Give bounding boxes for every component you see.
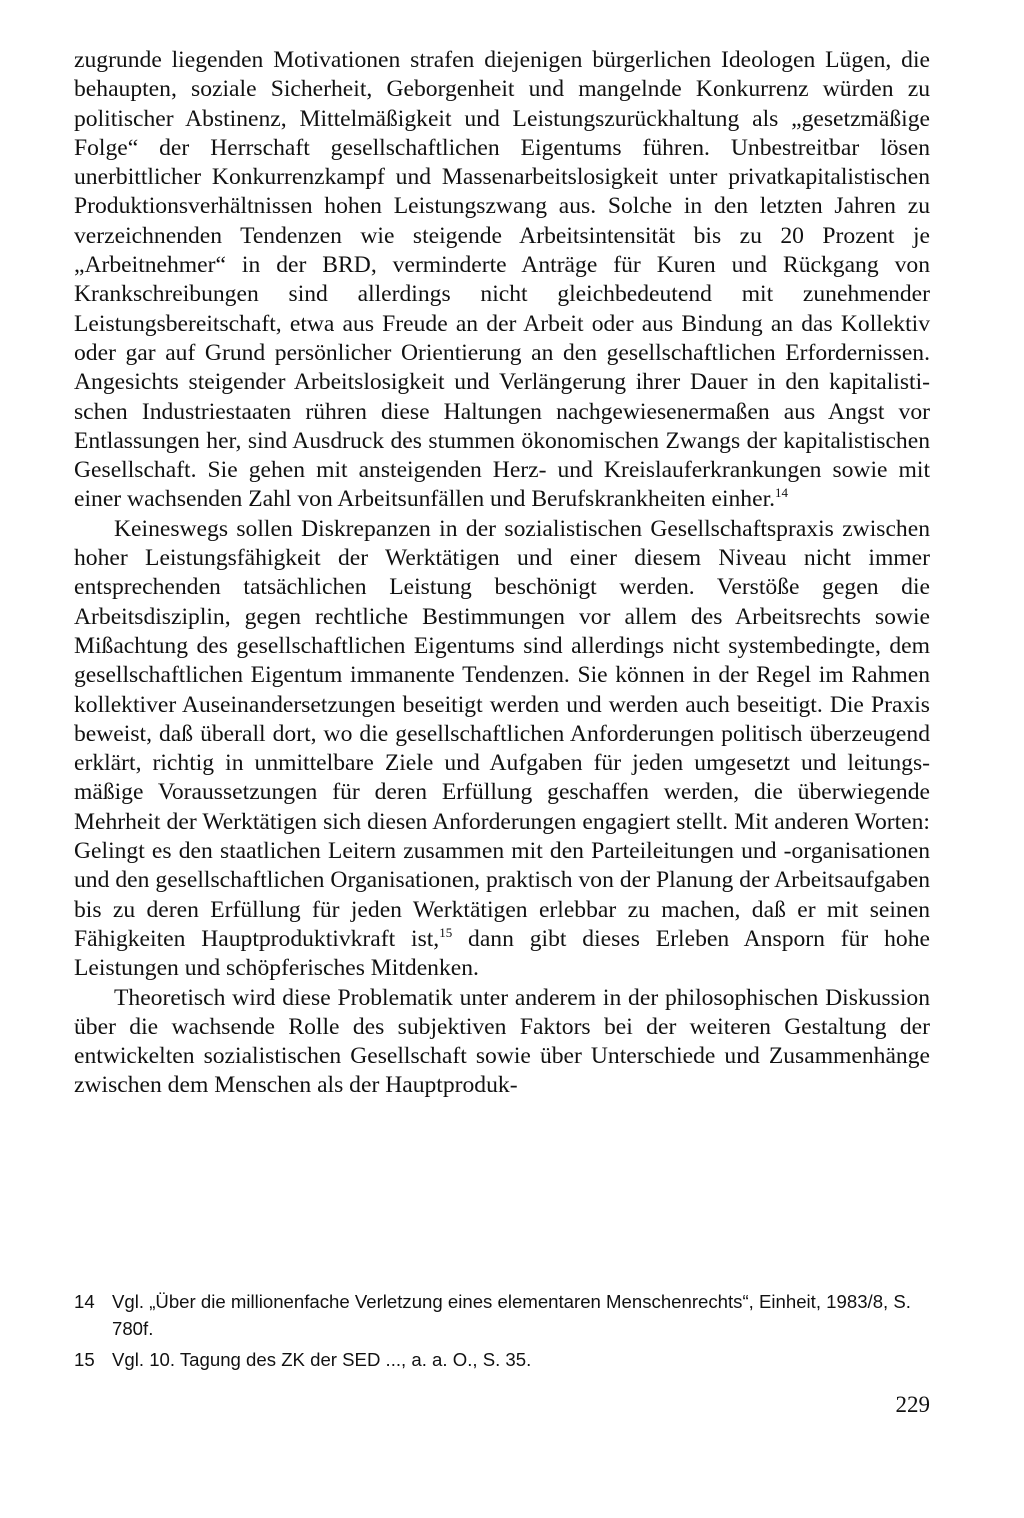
footnote-number: 14 bbox=[74, 1291, 95, 1312]
paragraph-1 bbox=[74, 46, 930, 515]
footnote-text: Vgl. „Über die millionenfache Verletzung eines elementaren Menschenrechts“, Einheit, 1983/8, S. 780f. bbox=[112, 1291, 911, 1339]
footnote-ref-14: 14 bbox=[775, 485, 789, 501]
paragraph-1-text: zugrunde liegenden Motivationen strafen diejenigen bürgerlichen Ideologen Lügen, die behaupten, soziale Sicherheit, Geborgenheit und mangelnde Konkurrenz würden zu politischer Abstinenz, Mittelmäßigkeit und Leistungszurückhaltung als „gesetzmäßige Folge“ der Herrschaft gesellschaftlichen Eigentums führen. Unbestreitbar lösen unerbittlicher Konkurrenzkampf und Massenarbeitslosigkeit unter privatkapitalistischen Produktionsverhältnissen hohen Leistungszwang aus. Solche in den letzten Jahren zu verzeichnenden Tendenzen wie steigende Arbeitsintensität bis zu 20 Prozent je „Arbeitnehmer“ in der BRD, verminderte Anträge für Kuren und Rückgang von Krankschreibungen sind allerdings nicht gleichbedeutend mit zunehmender Leistungsbereitschaft, etwa aus Freude an der Arbeit oder aus Bindung an das Kollektiv oder gar auf Grund persönlicher Orientierung an den gesellschaftlichen Erfordernissen. Angesichts steigender Arbeitslosigkeit und Verlängerung ihrer Dauer in den kapitalistischen Industriestaaten rühren diese Haltungen nachgewiesenermaßen aus Angst vor Entlassungen her, sind Ausdruck des stummen ökonomischen Zwangs der kapitalistischen Gesellschaft. Sie gehen mit ansteigenden Herz- und Kreislauferkrankungen sowie mit einer wachsenden Zahl von Arbeitsunfällen und Berufskrankheiten einher. bbox=[74, 47, 930, 513]
book-page bbox=[74, 0, 930, 1518]
page-number: 229 bbox=[895, 1392, 930, 1417]
footnotes bbox=[74, 1288, 930, 1377]
body-text bbox=[74, 46, 930, 1101]
paragraph-2-continuation: dann gibt dieses Erleben Ansporn für hohe Leistungen und schöpferisches Mitdenken. bbox=[74, 925, 930, 982]
paragraph-2-text: Keineswegs sollen Diskrepanzen in der sozialistischen Gesellschaftspraxis zwischen hoher Leistungsfähigkeit der Werktätigen und einer diesem Niveau nicht immer entsprechenden tatsächlichen Leistung beschönigt werden. Verstöße gegen die Arbeitsdisziplin, gegen rechtliche Bestimmungen vor allem des Arbeitsrechts sowie Mißachtung des gesellschaftlichen Eigentums sind allerdings nicht systembedingte, dem gesellschaftlichen Eigentum immanente Tendenzen. Sie können in der Regel im Rahmen kollektiver Auseinandersetzungen beseitigt werden und werden auch beseitigt. Die Praxis beweist, daß überall dort, wo die gesellschaftlichen Anforderungen politisch überzeugend erklärt, richtig in unmittelbare Ziele und Aufgaben für jeden umgesetzt und leitungsmäßige Voraussetzungen für deren Erfüllung geschaffen werden, die überwiegende Mehrheit der Werktätigen sich diesen Anforderungen engagiert stellt. Mit anderen Worten: Gelingt es den staatlichen Leitern zusammen mit den Parteileitungen und -organisationen und den gesellschaftlichen Organisationen, praktisch von der Planung der Arbeitsaufgaben bis zu deren Erfüllung für jeden Werktätigen erlebbar zu machen, daß er mit seinen Fähigkeiten Hauptproduktivkraft ist, bbox=[74, 515, 930, 952]
paragraph-2 bbox=[74, 515, 930, 984]
footnote-14 bbox=[74, 1288, 930, 1342]
footnote-15 bbox=[74, 1346, 930, 1373]
paragraph-3-text: Theoretisch wird diese Problematik unter anderem in der philosophischen Diskussion über die wachsende Rolle des subjektiven Faktors bei der weiteren Gestaltung der entwickelten sozialistischen Gesellschaft sowie über Unterschiede und Zusammenhänge zwischen dem Menschen als der Hauptproduk- bbox=[74, 984, 930, 1099]
footnote-text: Vgl. 10. Tagung des ZK der SED ..., a. a. O., S. 35. bbox=[112, 1349, 532, 1370]
footnote-ref-15: 15 bbox=[439, 924, 453, 940]
paragraph-3 bbox=[74, 984, 930, 1101]
footnote-number: 15 bbox=[74, 1349, 95, 1370]
